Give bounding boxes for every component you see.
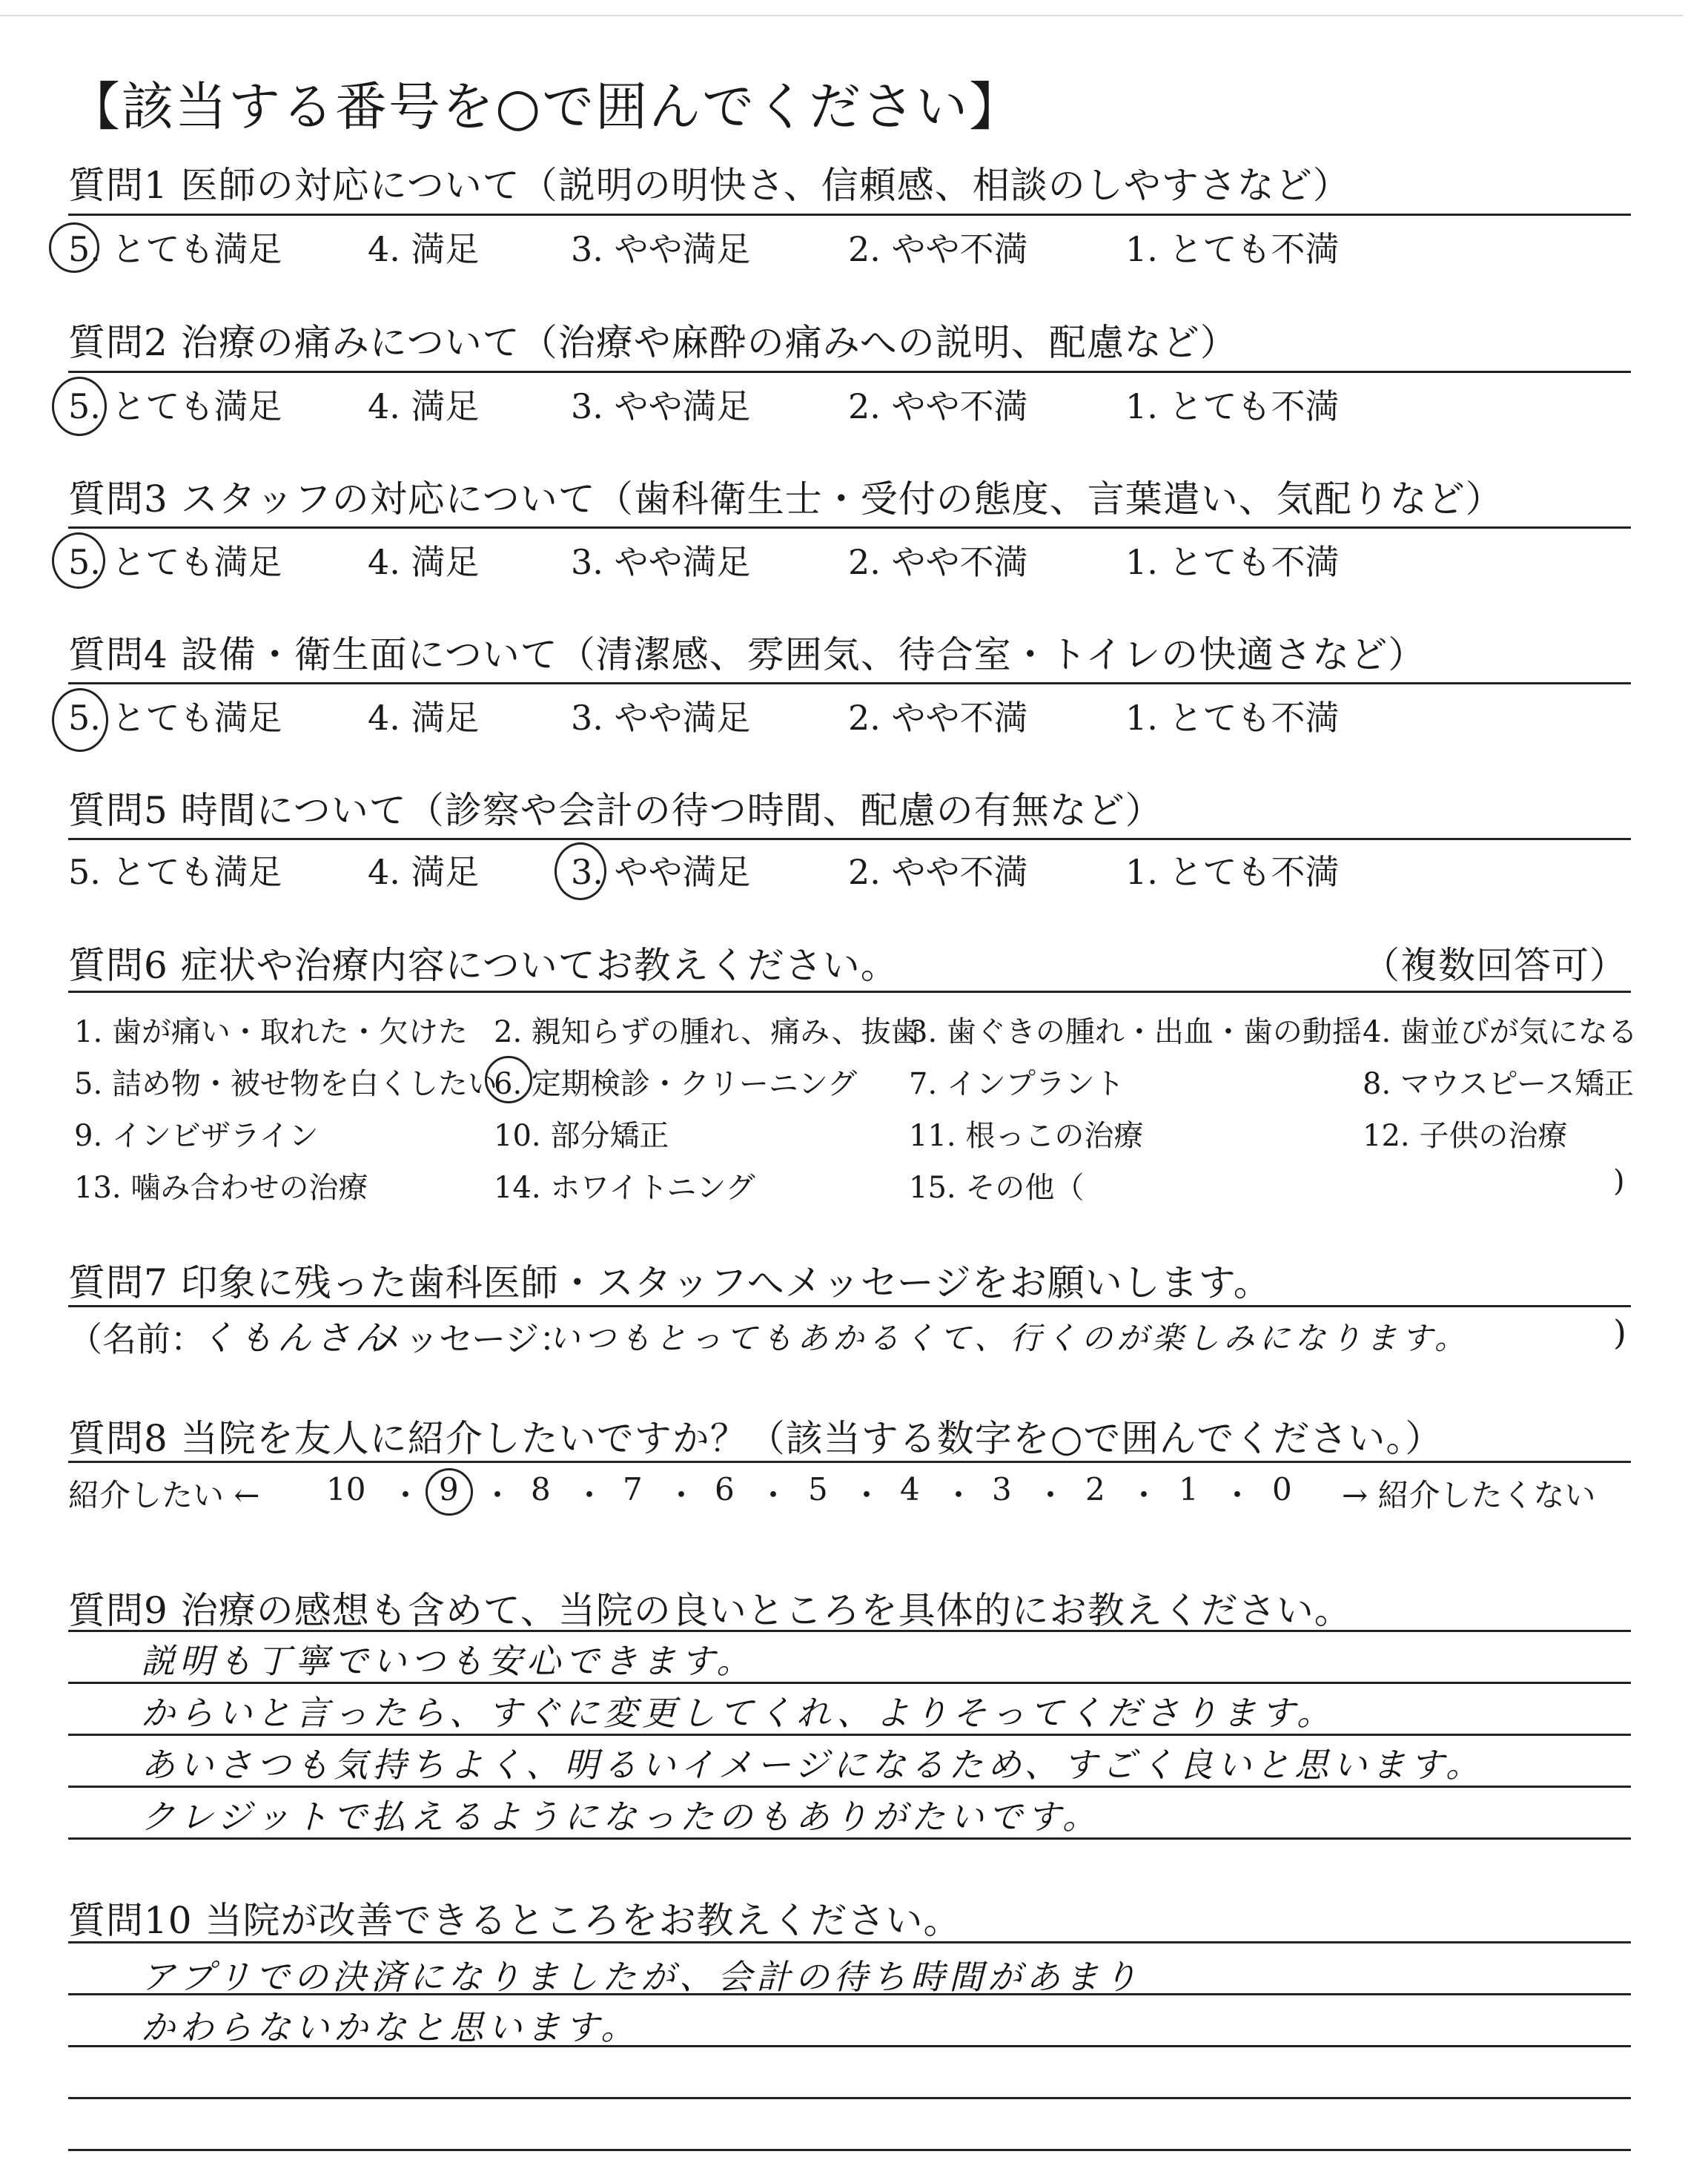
- q4-selection-circle: [52, 688, 108, 752]
- q7-name-value[interactable]: くもんさん: [200, 1318, 393, 1358]
- q9-rule-4: [68, 1786, 1631, 1788]
- q6-rule: [68, 991, 1631, 993]
- page-title: 【該当する番号を○で囲んでください】: [68, 76, 1023, 137]
- q4-option-1[interactable]: 1. とても不満: [1125, 698, 1340, 738]
- q8-dot: ・: [1222, 1477, 1254, 1513]
- q6-item-7[interactable]: 7. インプラント: [909, 1067, 1125, 1101]
- q6-item-10[interactable]: 10. 部分矯正: [494, 1119, 669, 1153]
- q6-item-1[interactable]: 1. 歯が痛い・取れた・欠けた: [74, 1015, 468, 1049]
- q8-scale-5[interactable]: 5: [808, 1471, 828, 1507]
- q8-dot: ・: [758, 1477, 790, 1513]
- q2-option-1[interactable]: 1. とても不満: [1125, 386, 1340, 426]
- q3-option-4[interactable]: 4. 満足: [368, 542, 480, 582]
- q7-name-label: （名前：: [68, 1319, 205, 1359]
- q6-item-2[interactable]: 2. 親知らずの腫れ、痛み、抜歯: [494, 1015, 921, 1049]
- q6-heading: 質問6 症状や治療内容についてお教えください。: [68, 944, 898, 987]
- q10-rule-2: [68, 1993, 1631, 1995]
- q8-scale-1[interactable]: 1: [1179, 1471, 1199, 1507]
- q4-option-4[interactable]: 4. 満足: [368, 698, 480, 738]
- q10-rule-3: [68, 2045, 1631, 2047]
- q6-item-6[interactable]: 6. 定期検診・クリーニング: [494, 1067, 858, 1101]
- q6-item-5[interactable]: 5. 詰め物・被せ物を白くしたい: [74, 1067, 497, 1101]
- q3-option-1[interactable]: 1. とても不満: [1125, 542, 1340, 582]
- q1-option-2[interactable]: 2. やや不満: [848, 229, 1028, 269]
- q8-dot: ・: [390, 1477, 422, 1513]
- q5-option-5[interactable]: 5. とても満足: [68, 852, 282, 892]
- q5-option-3[interactable]: 3. やや満足: [571, 852, 751, 892]
- q6-multi-answer-note: （複数回答可）: [1363, 944, 1627, 987]
- q4-option-3[interactable]: 3. やや満足: [571, 698, 751, 738]
- q4-option-2[interactable]: 2. やや不満: [848, 698, 1028, 738]
- q7-rule: [68, 1305, 1631, 1307]
- q5-rule: [68, 838, 1631, 840]
- q9-answer-line-4[interactable]: クレジットで払えるようになったのもありがたいです。: [141, 1797, 1102, 1837]
- q8-rule: [68, 1461, 1631, 1463]
- q9-answer-line-3[interactable]: あいさつも気持ちよく、明るいイメージになるため、すごく良いと思います。: [141, 1745, 1485, 1785]
- q10-rule-5: [68, 2149, 1631, 2151]
- q3-option-2[interactable]: 2. やや不満: [848, 542, 1028, 582]
- q6-selection-circle: [485, 1056, 532, 1103]
- q4-rule: [68, 682, 1631, 684]
- q8-dot: ・: [574, 1477, 606, 1513]
- q5-selection-circle: [555, 842, 606, 900]
- q7-close-paren: ): [1613, 1312, 1626, 1353]
- q6-item-13[interactable]: 13. 噛み合わせの治療: [74, 1171, 368, 1205]
- q3-selection-circle: [52, 532, 105, 589]
- q5-option-1[interactable]: 1. とても不満: [1125, 852, 1340, 892]
- q8-left-label: 紹介したい ←: [68, 1477, 260, 1513]
- q6-item-3[interactable]: 3. 歯ぐきの腫れ・出血・歯の動揺: [909, 1015, 1362, 1049]
- q5-option-4[interactable]: 4. 満足: [368, 852, 480, 892]
- q8-scale-4[interactable]: 4: [900, 1471, 920, 1507]
- q8-heading: 質問8 当院を友人に紹介したいですか？（該当する数字を○で囲んでください。）: [68, 1417, 1443, 1460]
- q3-option-3[interactable]: 3. やや満足: [571, 542, 751, 582]
- q8-scale-7[interactable]: 7: [623, 1471, 643, 1507]
- top-edge-line: [0, 15, 1683, 16]
- q2-option-3[interactable]: 3. やや満足: [571, 386, 751, 426]
- q6-item-8[interactable]: 8. マウスピース矯正: [1363, 1067, 1635, 1101]
- q4-option-5[interactable]: 5. とても満足: [68, 698, 282, 738]
- q9-rule-1: [68, 1630, 1631, 1632]
- q8-scale-8[interactable]: 8: [531, 1471, 551, 1507]
- q2-option-2[interactable]: 2. やや不満: [848, 386, 1028, 426]
- q6-other-close-paren: ): [1613, 1164, 1625, 1198]
- q6-item-11[interactable]: 11. 根っこの治療: [909, 1119, 1144, 1153]
- q8-dot: ・: [666, 1477, 698, 1513]
- q1-selection-circle: [49, 222, 99, 273]
- q2-heading: 質問2 治療の痛みについて（治療や麻酔の痛みへの説明、配慮など）: [68, 321, 1238, 364]
- q10-answer-line-2[interactable]: かわらないかなと思います。: [141, 2007, 640, 2047]
- q8-scale-9[interactable]: 9: [439, 1471, 459, 1507]
- q8-scale-10[interactable]: 10: [326, 1471, 366, 1507]
- q10-answer-line-1[interactable]: アプリでの決済になりましたが、会計の待ち時間があまり: [141, 1957, 1142, 1997]
- q1-heading: 質問1 医師の対応について（説明の明快さ、信頼感、相談のしやすさなど）: [68, 164, 1351, 207]
- q10-rule-4: [68, 2097, 1631, 2099]
- q10-heading: 質問10 当院が改善できるところをお教えください。: [68, 1899, 961, 1942]
- q8-scale-3[interactable]: 3: [992, 1471, 1012, 1507]
- q6-item-9[interactable]: 9. インビザライン: [74, 1119, 319, 1153]
- q9-answer-line-1[interactable]: 説明も丁寧でいつも安心できます。: [141, 1641, 755, 1681]
- q3-option-5[interactable]: 5. とても満足: [68, 542, 282, 582]
- q5-option-2[interactable]: 2. やや不満: [848, 852, 1028, 892]
- q2-selection-circle: [52, 377, 107, 436]
- q1-option-5[interactable]: 5. とても満足: [68, 229, 282, 269]
- q6-item-15[interactable]: 15. その他（: [909, 1171, 1085, 1205]
- q8-scale-6[interactable]: 6: [715, 1471, 735, 1507]
- q8-right-label: → 紹介したくない: [1342, 1477, 1596, 1513]
- q3-heading: 質問3 スタッフの対応について（歯科衛生士・受付の態度、言葉遣い、気配りなど）: [68, 478, 1503, 521]
- q2-option-5[interactable]: 5. とても満足: [68, 386, 282, 426]
- q8-selection-circle: [426, 1468, 473, 1516]
- q9-rule-3: [68, 1734, 1631, 1736]
- q8-dot: ・: [851, 1477, 883, 1513]
- q2-option-4[interactable]: 4. 満足: [368, 386, 480, 426]
- q6-item-12[interactable]: 12. 子供の治療: [1363, 1119, 1568, 1153]
- q7-heading: 質問7 印象に残った歯科医師・スタッフへメッセージをお願いします。: [68, 1261, 1271, 1304]
- q5-heading: 質問5 時間について（診察や会計の待つ時間、配慮の有無など）: [68, 789, 1163, 832]
- q9-heading: 質問9 治療の感想も含めて、当院の良いところを具体的にお教えください。: [68, 1589, 1352, 1632]
- q8-dot: ・: [943, 1477, 975, 1513]
- q4-heading: 質問4 設備・衛生面について（清潔感、雰囲気、待合室・トイレの快適さなど）: [68, 633, 1426, 676]
- q6-item-4[interactable]: 4. 歯並びが気になる: [1363, 1015, 1638, 1049]
- q9-answer-line-2[interactable]: からいと言ったら、すぐに変更してくれ、よりそってくださります。: [141, 1693, 1336, 1733]
- q3-rule: [68, 526, 1631, 529]
- q8-dot: ・: [1035, 1477, 1067, 1513]
- q7-message-label: メッセージ：: [371, 1319, 574, 1359]
- q1-option-4[interactable]: 4. 満足: [368, 229, 480, 269]
- q6-item-14[interactable]: 14. ホワイトニング: [494, 1171, 755, 1205]
- q9-rule-5: [68, 1837, 1631, 1840]
- q8-scale-0[interactable]: 0: [1272, 1471, 1292, 1507]
- q9-rule-2: [68, 1682, 1631, 1684]
- q10-rule-1: [68, 1941, 1631, 1943]
- q1-option-1[interactable]: 1. とても不満: [1125, 229, 1340, 269]
- q2-rule: [68, 371, 1631, 373]
- q7-message-value[interactable]: いつもとってもあかるくて、行くのが楽しみになります。: [549, 1320, 1470, 1356]
- q1-rule: [68, 214, 1631, 216]
- q8-dot: ・: [1128, 1477, 1160, 1513]
- q1-option-3[interactable]: 3. やや満足: [571, 229, 751, 269]
- q8-scale-2[interactable]: 2: [1085, 1471, 1105, 1507]
- q8-dot: ・: [482, 1477, 514, 1513]
